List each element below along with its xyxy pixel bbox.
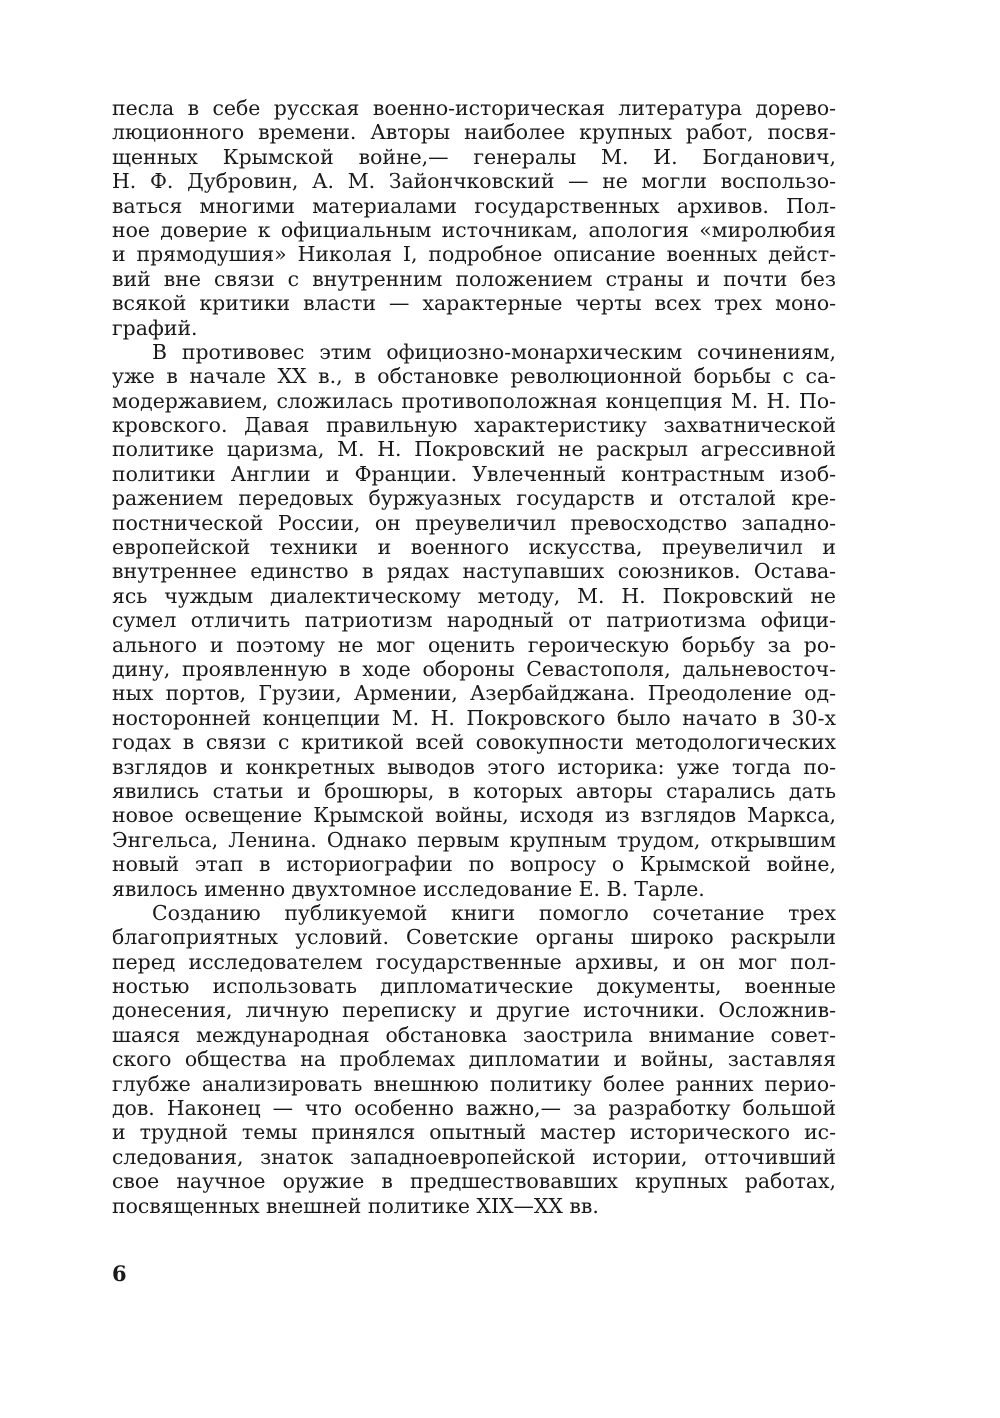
text-line: европейской техники и военного искусства, преувеличил и [112,535,836,560]
text-line: графий. [112,315,198,340]
text-line: и трудной темы принялся опытный мастер исторического ис- [112,1120,836,1145]
paragraph [112,96,836,340]
page-body [112,96,836,1218]
text-line: новое освещение Крымской войны, исходя из взглядов Маркса, [112,803,836,828]
text-line: щенных Крымской войне,— генералы М. И. Богданович, [112,144,836,169]
text-line: сумел отличить патриотизм народный от патриотизма офици- [112,608,836,633]
text-line: Н. Ф. Дубровин, А. М. Зайончковский — не могли воспользо- [112,169,836,194]
text-line: люционного времени. Авторы наиболее крупных работ, посвя- [112,120,836,145]
text-line: шаяся международная обстановка заострила внимание совет- [112,1022,836,1047]
text-line: глубже анализировать внешнюю политику более ранних перио- [112,1071,836,1096]
text-line: модержавием, сложилась противоположная концепция М. Н. По- [112,388,836,413]
text-line: вий вне связи с внутренним положением страны и почти без [112,266,836,291]
text-line: песла в себе русская военно-историческая литература дорево- [112,96,836,120]
text-line: свое научное оружие в предшествовавших крупных работах, [112,1169,836,1194]
text-line: новый этап в историографии по вопросу о Крымской войне, [112,852,836,877]
text-line: ваться многими материалами государственных архивов. Пол- [112,193,836,218]
text-line: всякой критики власти — характерные черты всех трех моно- [112,291,836,316]
text-line: внутреннее единство в рядах наступавших союзников. Остава- [112,559,836,584]
text-line: ных портов, Грузии, Армении, Азербайджана. Преодоление од- [112,681,836,706]
text-line: следования, знаток западноевропейской истории, отточивший [112,1144,836,1169]
text-line: явилось именно двухтомное исследование Е. В. Тарле. [112,876,705,901]
text-line: ясь чуждым диалектическому методу, М. Н. Покровский не [112,583,836,608]
text-line: ального и поэтому не мог оценить героическую борьбу за ро- [112,632,836,657]
page-number: 6 [112,1261,127,1286]
text-line: взглядов и конкретных выводов этого историка: уже тогда по- [112,754,836,779]
text-line: донесения, личную переписку и другие источники. Осложнив- [112,998,836,1023]
text-line: постнической России, он преувеличил превосходство западно- [112,510,836,535]
text-line: дину, проявленную в ходе обороны Севастополя, дальневосточ- [112,656,836,681]
text-line: годах в связи с критикой всей совокупности методологических [112,730,836,755]
text-line: Созданию публикуемой книги помогло сочетание трех [152,900,836,925]
text-line: политике царизма, М. Н. Покровский не раскрыл агрессивной [112,437,836,462]
text-line: кровского. Давая правильную характеристику захватнической [112,413,836,438]
paragraph [112,340,836,901]
text-line: В противовес этим официозно-монархическим сочинениям, [152,339,836,364]
text-line: Энгельса, Ленина. Однако первым крупным трудом, открывшим [112,827,836,852]
text-line: политики Англии и Франции. Увлеченный контрастным изоб- [112,461,836,486]
text-line: благоприятных условий. Советские органы широко раскрыли [112,925,836,950]
text-line: дов. Наконец — что особенно важно,— за разработку большой [112,1096,836,1121]
text-line: носторонней концепции М. Н. Покровского было начато в 30-х [112,705,836,730]
text-line: и прямодушия» Николая I, подробное описание военных дейст- [112,242,836,267]
text-line: ное доверие к официальным источникам, апология «миролюбия [112,217,836,242]
text-line: явились статьи и брошюры, в которых авторы старались дать [112,778,836,803]
text-line: ражением передовых буржуазных государств и отсталой кре- [112,486,836,511]
paragraph [112,901,836,1218]
text-line: перед исследователем государственные архивы, и он мог пол- [112,949,836,974]
text-line: посвященных внешней политике XIX—XX вв. [112,1193,599,1218]
text-line: ностью использовать дипломатические документы, военные [112,974,836,999]
text-line: уже в начале XX в., в обстановке революционной борьбы с са- [112,364,836,389]
text-line: ского общества на проблемах дипломатии и войны, заставляя [112,1047,836,1072]
